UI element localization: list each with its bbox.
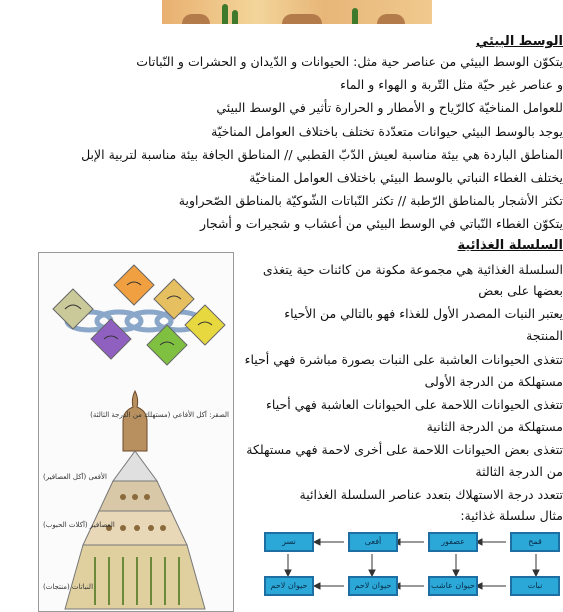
pyramid-label-mid2: العصافير (آكلات الحبوب) (43, 521, 115, 529)
eagle-figure (123, 391, 147, 451)
box-herbivore: حيوان عاشب (428, 576, 478, 596)
text-line: تتعدد درجة الاستهلاك بتعدد عناصر السلسلة الغذائية (299, 487, 563, 502)
text-line: يوجد بالوسط البيئي حيوانات متعدّدة تختلف باختلاف العوامل المناخيّة (211, 124, 563, 139)
text-line: تتغذى بعض الحيوانات اللاحمة على أخرى لاحمة فهي مستهلكة (246, 442, 563, 457)
text-line: مستهلكة من الدرجة الأولى (424, 374, 563, 389)
text-line: من الدرجة الثالثة (475, 464, 563, 479)
box-carnivore: حيوان لاحم (348, 576, 398, 596)
text-line: للعوامل المناخيّة كالرّياح و الأمطار و الحرارة تأثير في الوسط البيئي (216, 100, 563, 115)
text-line: بعضها على بعض (478, 283, 563, 298)
pyramid-label-base: النباتات (منتجات) (43, 583, 94, 591)
pyramid-label-top: الصقر: آكل الأفاعي (مستهلك من الدرجة الثالثة) (90, 411, 229, 419)
text-line: يعتبر النبات المصدر الأول للغذاء فهو بالتالي من الأحياء (284, 306, 563, 321)
box-wheat: قمح (510, 532, 560, 552)
food-chain-diagram (258, 524, 563, 610)
section-heading-environment: الوسط البيئي (475, 34, 563, 49)
text-line: يتكوّن الوسط البيئي من عناصر حية مثل: الحيوانات و الدّيدان و الحشرات و النّباتات (136, 54, 563, 69)
text-line: السلسلة الغذائية هي مجموعة مكونة من كائنات حية يتغذى (262, 262, 563, 277)
text-line: مثال سلسلة غذائية: (460, 508, 563, 523)
fox-diamond (114, 265, 154, 305)
box-carnivore-top: حيوان لاحم (264, 576, 314, 596)
text-line: يتكوّن الغطاء النّباتي في الوسط البيئي من أعشاب و شجيرات و أشجار (199, 216, 563, 231)
text-line: تتغذى الحيوانات العاشبة على النبات بصورة مباشرة فهي أحياء (244, 352, 563, 367)
text-line: و عناصر غير حيّة مثل التّربة و الهواء و الماء (340, 77, 563, 92)
pyramid-level-top (113, 451, 157, 481)
text-line: تكثر الأشجار بالمناطق الرّطبة // تكثر النّباتات الشّوكيّة بالمناطق الصّحراوية (178, 193, 563, 208)
text-line: المنتجة (526, 328, 563, 343)
text-line: مستهلكة من الدرجة الثانية (426, 419, 563, 434)
chain-illustration (39, 259, 233, 379)
header-illustration (162, 0, 432, 24)
food-chain-illustration (38, 252, 234, 612)
box-snake: أفعى (348, 532, 398, 552)
text-line: المناطق الباردة هي بيئة مناسبة لعيش الدّبّ القطبي // المناطق الجافة بيئة مناسبة لتربية الإبل (81, 147, 563, 162)
leaf-diamond (53, 289, 93, 329)
pyramid-level-base (65, 545, 205, 609)
section-heading-food-chain: السلسلة الغذائية (457, 238, 563, 253)
text-line: يختلف الغطاء النباتي بالوسط البيئي باختلاف العوامل المناخيّة (249, 170, 563, 185)
box-plant: نبات (510, 576, 560, 596)
box-eagle: نسر (264, 532, 314, 552)
box-sparrow: عصفور (428, 532, 478, 552)
pyramid-label-mid1: الأفعى (آكل العصافير) (43, 473, 107, 481)
text-line: تتغذى الحيوانات اللاحمة على الحيوانات العاشبة فهي أحياء (266, 397, 563, 412)
